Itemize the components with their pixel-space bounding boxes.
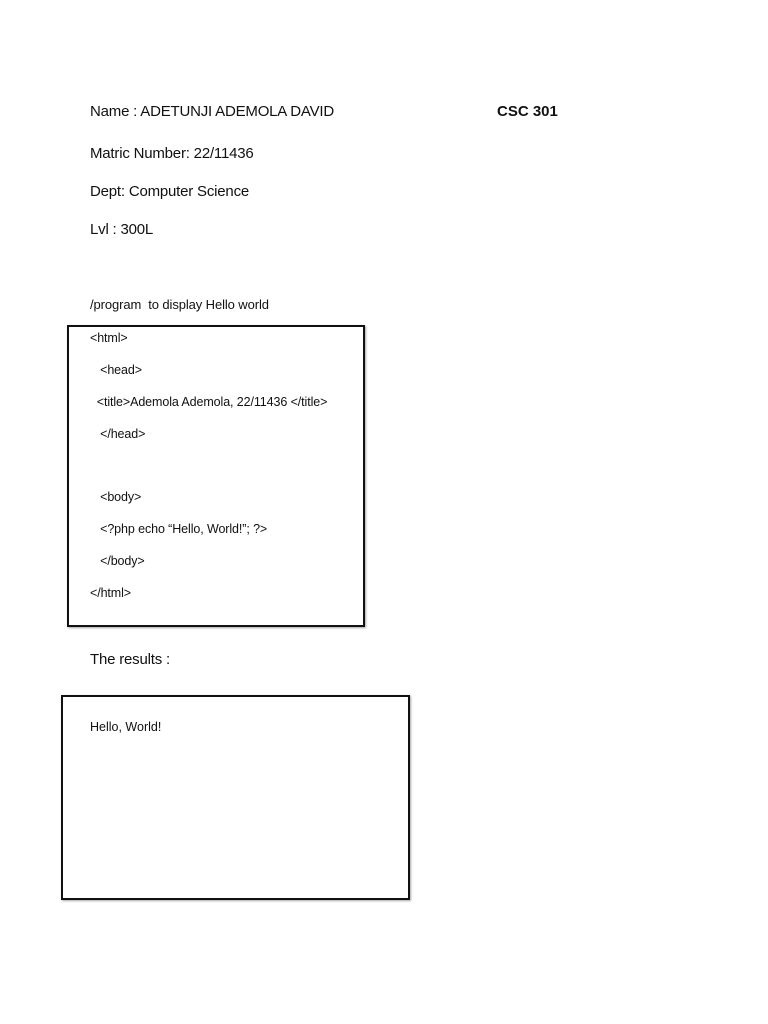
code-line: </html> xyxy=(90,586,131,600)
program-caption: /program to display Hello world xyxy=(90,297,269,312)
student-name: Name : ADETUNJI ADEMOLA DAVID xyxy=(90,103,334,120)
code-line: <head> xyxy=(90,363,142,377)
matric-number: Matric Number: 22/11436 xyxy=(90,145,254,162)
level: Lvl : 300L xyxy=(90,221,154,238)
code-line: <?php echo “Hello, World!”; ?> xyxy=(90,522,268,536)
result-output: Hello, World! xyxy=(90,720,162,734)
code-line: </head> xyxy=(90,427,146,441)
code-line: </body> xyxy=(90,554,145,568)
code-line: <title>Ademola Ademola, 22/11436 </title> xyxy=(90,395,328,409)
code-line: <body> xyxy=(90,490,142,504)
results-label: The results : xyxy=(90,651,170,668)
department: Dept: Computer Science xyxy=(90,183,250,200)
course-number: 301 xyxy=(532,103,558,120)
course-prefix: CSC xyxy=(497,103,529,120)
code-line: <html> xyxy=(90,331,128,345)
course-code xyxy=(497,103,558,120)
